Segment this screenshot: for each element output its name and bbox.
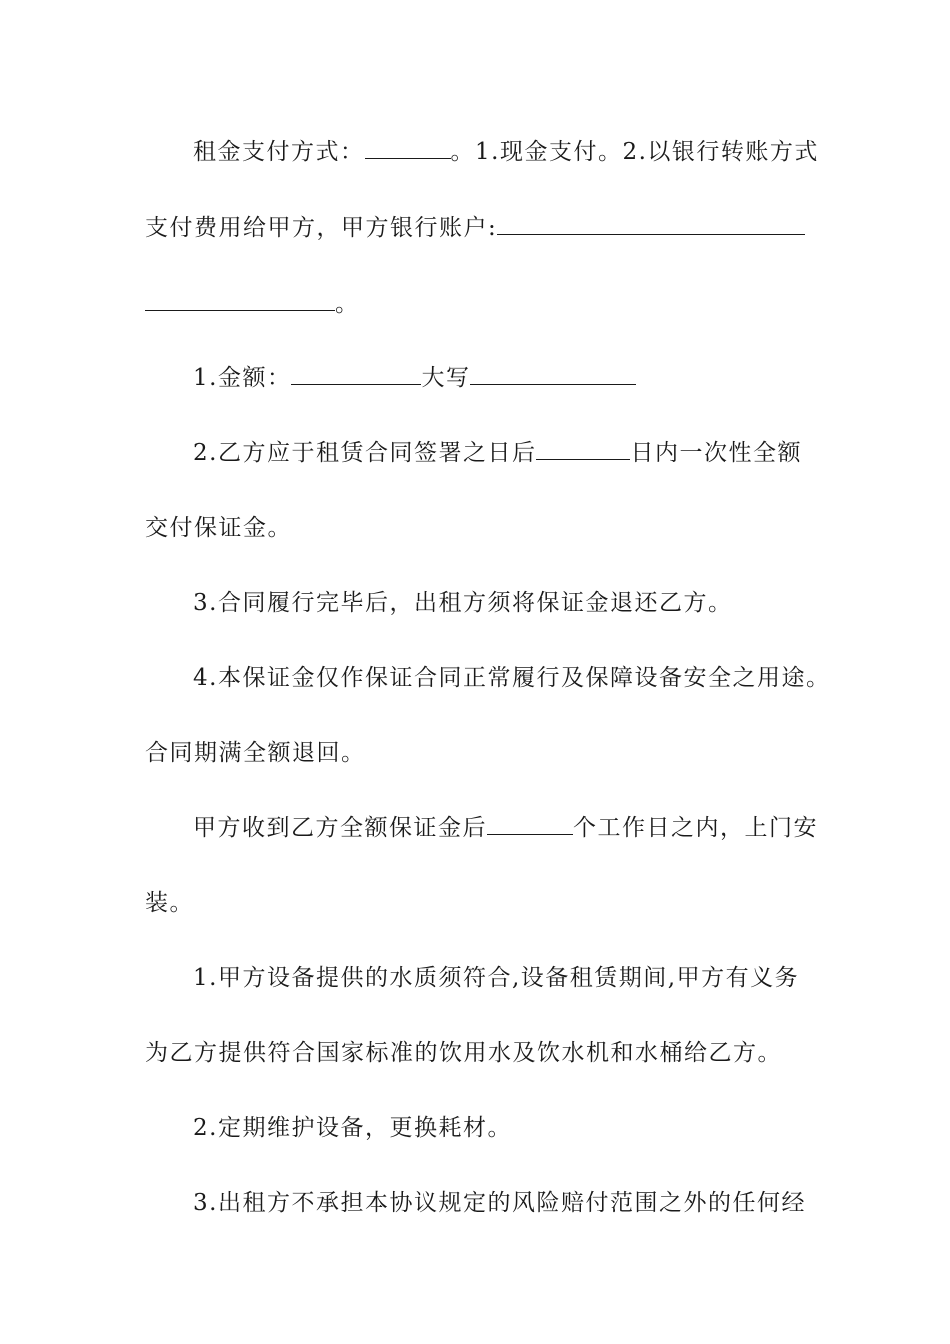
bank-account-blank-2 (145, 288, 335, 311)
deposit-payment-continuation (145, 512, 810, 544)
deposit-days-blank (536, 437, 630, 460)
amount-label: 1.金额： (193, 365, 292, 391)
installation-continuation (145, 887, 810, 919)
deposit-refund-text: 3.合同履行完毕后，出租方须将保证金退还乙方。 (193, 590, 733, 616)
bank-account-continuation-line (145, 288, 810, 320)
amount-blank (291, 362, 421, 385)
deposit-payment-text-2: 日内一次性全额 (630, 440, 802, 466)
installation-days-blank (487, 812, 573, 835)
bank-account-end: 。 (335, 291, 360, 317)
deposit-payment-end: 交付保证金。 (145, 515, 292, 541)
payment-method-blank (365, 136, 451, 159)
installation-end: 装。 (145, 890, 194, 916)
deposit-payment-text: 2.乙方应于租赁合同签署之日后 (193, 440, 537, 466)
installation-line (193, 812, 858, 844)
water-supply-text: 为乙方提供符合国家标准的饮用水及饮水机和水桶给乙方。 (145, 1040, 782, 1066)
amount-line (193, 362, 858, 394)
deposit-payment-line (193, 437, 858, 469)
deposit-return-line (145, 737, 810, 769)
deposit-return-text: 合同期满全额退回。 (145, 740, 366, 766)
amount-capital-blank (470, 362, 636, 385)
water-quality-text: 1.甲方设备提供的水质须符合,设备租赁期间,甲方有义务 (193, 965, 800, 991)
liability-line (193, 1187, 858, 1219)
payment-method-options: 。1.现金支付。2.以银行转账方式 (450, 139, 819, 165)
installation-text: 甲方收到乙方全额保证金后 (193, 815, 487, 841)
deposit-purpose-text: 4.本保证金仅作保证合同正常履行及保障设备安全之用途。 (193, 665, 831, 691)
maintenance-text: 2.定期维护设备，更换耗材。 (193, 1115, 512, 1141)
maintenance-line (193, 1112, 858, 1144)
liability-text: 3.出租方不承担本协议规定的风险赔付范围之外的任何经 (193, 1190, 806, 1216)
deposit-purpose-line (193, 662, 858, 694)
amount-capital-label: 大写 (421, 365, 471, 391)
water-quality-line (193, 962, 858, 994)
water-supply-line (145, 1037, 810, 1069)
bank-account-label: 支付费用给甲方，甲方银行账户: (145, 215, 498, 241)
payment-method-line (193, 136, 858, 168)
installation-text-2: 个工作日之内，上门安 (573, 815, 818, 841)
payment-method-label: 租金支付方式： (193, 139, 365, 165)
deposit-refund-line (193, 587, 858, 619)
bank-account-line (145, 212, 810, 244)
bank-account-blank (497, 212, 805, 235)
